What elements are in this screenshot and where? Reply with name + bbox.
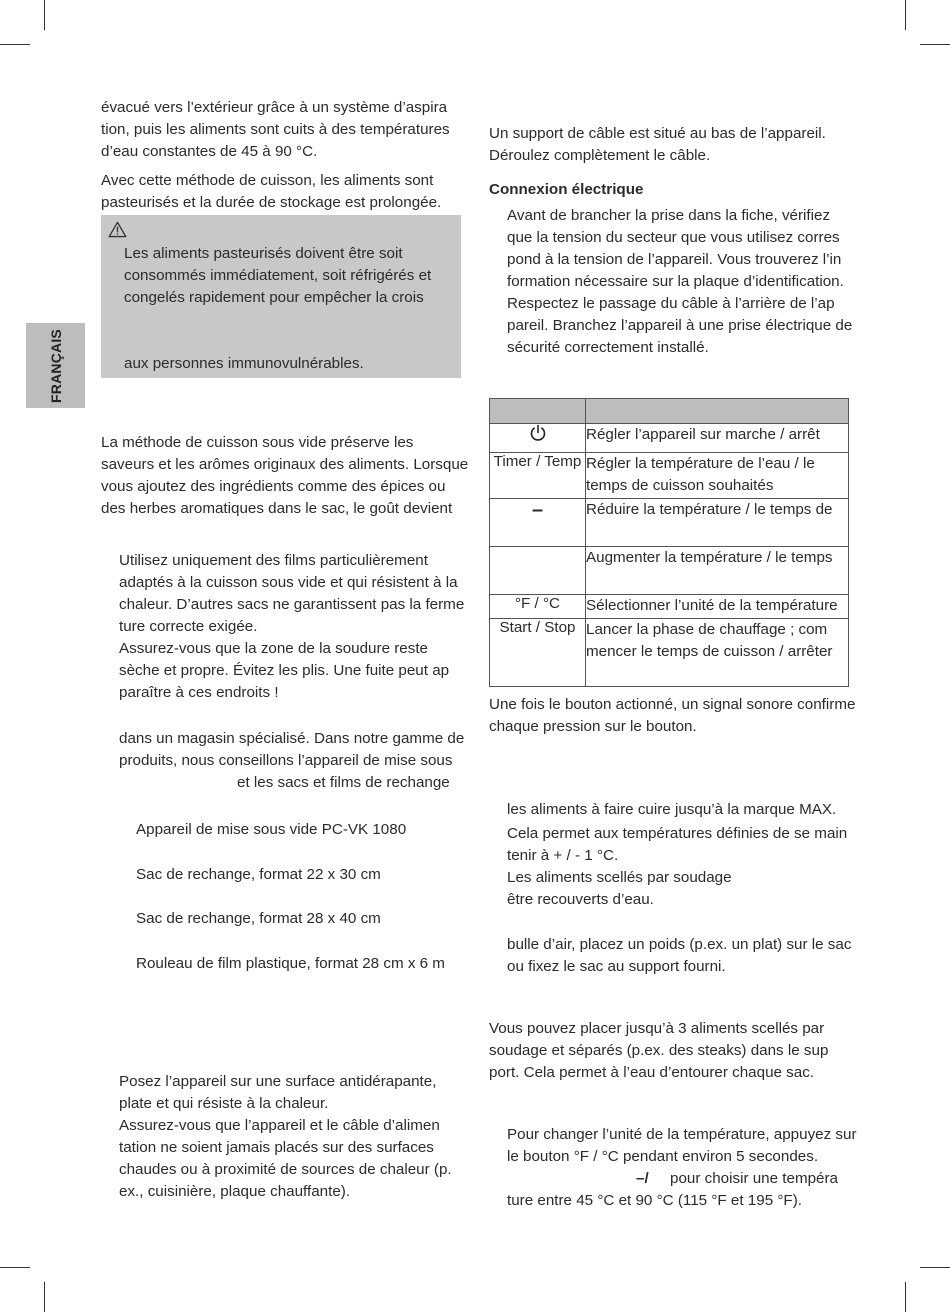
placement-line: Posez l’appareil sur une surface antidérapante,: [119, 1073, 437, 1090]
crop-mark: [920, 1267, 950, 1268]
fill-line: être recouverts d’eau.: [507, 891, 654, 908]
bags-line: Assurez-vous que la zone de la soudure reste: [119, 640, 428, 657]
pasteurization-line: Avec cette méthode de cuisson, les aliments sont: [101, 172, 434, 189]
plus-key-cell: [490, 547, 586, 595]
pasteurization-line: pasteurisés et la durée de stockage est prolongée.: [101, 194, 442, 211]
table-cell: Régler la température de l’eau / le temps de cuisson souhaités: [586, 453, 849, 499]
product-item: Appareil de mise sous vide PC-VK 1080: [136, 821, 407, 838]
connection-heading: Connexion électrique: [489, 181, 644, 198]
placement-line: tation ne soient jamais placés sur des surfaces: [119, 1139, 434, 1156]
intro-line: évacué vers l’extérieur grâce à un système d’aspira: [101, 99, 448, 116]
intro-line: d’eau constantes de 45 à 90 °C.: [101, 143, 318, 160]
fill-line: tenir à + / - 1 °C.: [507, 847, 619, 864]
crop-mark: [44, 1282, 45, 1312]
bubble-line: ou fixez le sac au support fourni.: [507, 958, 726, 975]
beep-line: Une fois le bouton actionné, un signal sonore confirme: [489, 696, 856, 713]
table-key-cell: Start / Stop: [490, 619, 586, 687]
shop-line: dans un magasin spécialisé. Dans notre gamme de: [119, 730, 465, 747]
support-line: port. Cela permet à l’eau d’entourer chaque sac.: [489, 1064, 815, 1081]
unit-line: Pour changer l’unité de la température, appuyez sur: [507, 1126, 857, 1143]
table-row: [490, 499, 849, 547]
placement-line: Assurez-vous que l’appareil et le câble d’alimen: [119, 1117, 440, 1134]
table-row: [490, 453, 849, 499]
table-key-cell: °F / °C: [490, 595, 586, 619]
fill-line: Les aliments scellés par soudage: [507, 869, 732, 886]
power-icon: [529, 424, 547, 442]
shop-line: produits, nous conseillons l’appareil de mise sous: [119, 752, 453, 769]
connection-line: pareil. Branchez l’appareil à une prise électrique de: [507, 317, 853, 334]
warning-text-line: congelés rapidement pour empêcher la crois: [124, 289, 424, 306]
table-header-cell: [586, 399, 849, 424]
placement-line: ex., cuisinière, plaque chauffante).: [119, 1183, 351, 1200]
table-cell: Régler l’appareil sur marche / arrêt: [586, 424, 849, 453]
crop-mark: [0, 44, 30, 45]
connection-line: sécurité correctement installé.: [507, 339, 709, 356]
temp-minus-symbol: –/: [636, 1170, 649, 1187]
bags-line: ture correcte exigée.: [119, 618, 258, 635]
support-line: soudage et séparés (p.ex. des steaks) dans le sup: [489, 1042, 829, 1059]
product-item: Rouleau de film plastique, format 28 cm x 6 m: [136, 955, 445, 972]
flavor-line: saveurs et les arômes originaux des aliments. Lorsque: [101, 456, 469, 473]
flavor-line: des herbes aromatiques dans le sac, le goût devient: [101, 500, 453, 517]
warning-triangle-icon: [108, 221, 127, 238]
table-row: [490, 595, 849, 619]
beep-line: chaque pression sur le bouton.: [489, 718, 697, 735]
product-item: Sac de rechange, format 28 x 40 cm: [136, 910, 381, 927]
table-row: [490, 619, 849, 687]
intro-line: tion, puis les aliments sont cuits à des températures: [101, 121, 450, 138]
language-tab: [26, 323, 85, 408]
shop-line: et les sacs et films de rechange: [237, 774, 450, 791]
warning-text-line: aux personnes immunovulnérables.: [124, 355, 364, 372]
bubble-line: bulle d’air, placez un poids (p.ex. un plat) sur le sac: [507, 936, 852, 953]
language-tab-label: FRANÇAIS: [47, 328, 64, 403]
temp-line: pour choisir une tempéra: [670, 1170, 838, 1187]
fill-line: Cela permet aux températures définies de se main: [507, 825, 848, 842]
table-header-cell: [490, 399, 586, 424]
table-cell: Réduire la température / le temps de: [586, 499, 849, 547]
table-key-cell: Timer / Temp: [490, 453, 586, 499]
crop-mark: [0, 1267, 30, 1268]
flavor-line: La méthode de cuisson sous vide préserve les: [101, 434, 414, 451]
fill-line: les aliments à faire cuire jusqu’à la marque MAX.: [507, 801, 837, 818]
crop-mark: [920, 44, 950, 45]
bags-line: Utilisez uniquement des films particulièrement: [119, 552, 428, 569]
controls-table: [489, 398, 849, 687]
temp-line: ture entre 45 °C et 90 °C (115 °F et 195 °F).: [507, 1192, 802, 1209]
power-key-cell: [490, 424, 586, 453]
support-line: Vous pouvez placer jusqu’à 3 aliments scellés par: [489, 1020, 825, 1037]
unit-line: le bouton °F / °C pendant environ 5 secondes.: [507, 1148, 819, 1165]
flavor-line: vous ajoutez des ingrédients comme des épices ou: [101, 478, 446, 495]
crop-mark: [44, 0, 45, 30]
crop-mark: [905, 1282, 906, 1312]
cable-line: Déroulez complètement le câble.: [489, 147, 711, 164]
connection-line: pond à la tension de l’appareil. Vous trouverez l’in: [507, 251, 842, 268]
warning-text-line: consommés immédiatement, soit réfrigérés et: [124, 267, 432, 284]
table-row: [490, 547, 849, 595]
table-cell: Lancer la phase de chauffage ; com mencer le temps de cuisson / arrêter: [586, 619, 849, 687]
table-cell: Sélectionner l’unité de la température: [586, 595, 849, 619]
connection-line: Respectez le passage du câble à l’arrière de l’ap: [507, 295, 835, 312]
table-header-row: [490, 399, 849, 424]
product-item: Sac de rechange, format 22 x 30 cm: [136, 866, 381, 883]
bags-line: chaleur. D’autres sacs ne garantissent pas la ferme: [119, 596, 465, 613]
placement-line: chaudes ou à proximité de sources de chaleur (p.: [119, 1161, 452, 1178]
table-cell: Augmenter la température / le temps: [586, 547, 849, 595]
connection-line: que la tension du secteur que vous utilisez corres: [507, 229, 840, 246]
bags-line: paraître à ces endroits !: [119, 684, 279, 701]
crop-mark: [905, 0, 906, 30]
connection-line: Avant de brancher la prise dans la fiche, vérifiez: [507, 207, 831, 224]
cable-line: Un support de câble est situé au bas de l’appareil.: [489, 125, 826, 142]
table-row: [490, 424, 849, 453]
connection-line: formation nécessaire sur la plaque d’identification.: [507, 273, 844, 290]
placement-line: plate et qui résiste à la chaleur.: [119, 1095, 329, 1112]
bags-line: sèche et propre. Évitez les plis. Une fuite peut ap: [119, 662, 450, 679]
warning-text-line: Les aliments pasteurisés doivent être soit: [124, 245, 403, 262]
minus-key-cell: –: [490, 499, 586, 547]
bags-line: adaptés à la cuisson sous vide et qui résistent à la: [119, 574, 458, 591]
